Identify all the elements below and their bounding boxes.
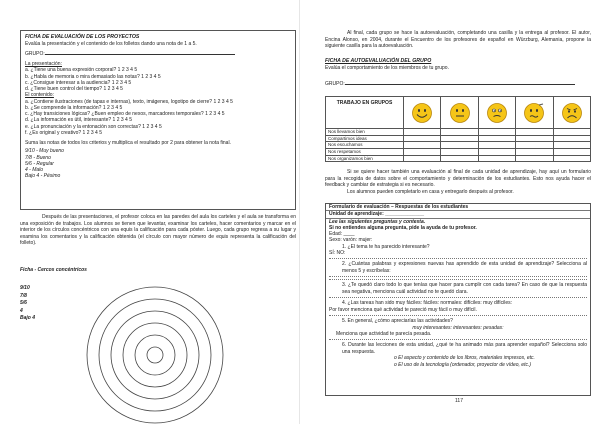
contenido-item: d. ¿La información es útil, interesante? 1 2 3 4 5	[25, 117, 133, 124]
question-6-option[interactable]: o El uso de la tecnología (ordenador, proyector de vídeo, etc.)	[394, 361, 532, 368]
grupo-line-right	[325, 81, 575, 87]
grupo-blank	[45, 51, 235, 55]
form-instruction: Si no entiendes alguna pregunta, pide la ayuda de tu profesor.	[329, 224, 477, 231]
circle-ring	[99, 299, 211, 411]
group-work-table	[325, 96, 591, 162]
score-label: 9/10	[20, 285, 30, 291]
face-header	[516, 97, 553, 129]
row-label: Nos llevamos bien	[326, 129, 404, 136]
presentacion-item: d. ¿Tiene buen control del tiempo? 1 2 3 4 5	[25, 86, 123, 92]
row-label: Nos respetamos	[326, 148, 404, 155]
rating-cell[interactable]	[478, 148, 515, 155]
table-row	[326, 155, 591, 162]
unidad-paragraph	[325, 169, 591, 195]
face-header	[553, 97, 590, 129]
circle-ring	[87, 287, 223, 423]
rating-cell[interactable]	[441, 135, 478, 142]
grade-item: 4 - Malo	[25, 167, 44, 173]
row-label: Compartimos ideas	[326, 135, 404, 142]
row-label: Nos organizamos bien	[326, 155, 404, 162]
contenido-heading: El contenido:	[25, 92, 54, 99]
presentacion-item: a. ¿Tiene una buena expresión corporal? 1 2 3 4 5	[25, 67, 138, 74]
circle-ring	[147, 347, 163, 363]
rating-cell[interactable]	[553, 129, 590, 136]
score-label: Bajo 4	[20, 315, 36, 321]
question-4[interactable]: 4. ¿Las tareas han sido muy fáciles: fáciles: normales: difíciles: muy difíciles:	[342, 300, 513, 307]
table-header: TRABAJO EN GRUPOS	[326, 97, 404, 129]
rating-cell[interactable]	[478, 155, 515, 162]
rating-cell[interactable]	[404, 135, 441, 142]
student-feedback-form	[325, 203, 591, 396]
form-title: Formulario de evaluación – Respuestas de los estudiantes	[329, 204, 469, 210]
angry-face-icon	[561, 102, 583, 124]
ficha-title: FICHA DE EVALUACIÓN DE LOS PROYECTOS	[25, 34, 140, 40]
grade-item: 9/10 - Muy bueno	[25, 148, 64, 155]
exposition-paragraph: Después de las presentaciones, el profesor coloca en las paredes del aula los carteles y el aula se transforma en una exposición de trabajos. Los alumnos se tienen que levantar, examinar los carteles, hacer comentarios y marcar en el interior de los círculos concéntricos con una equis la calificación para cada póster. Luego, cada grupo regresa a su lugar y examina los comentarios y la calificación obtenida (el círculo con mayor número de equis representa la calificación del folleto).	[20, 214, 296, 246]
rating-cell[interactable]	[553, 142, 590, 149]
circle-ring	[111, 311, 199, 399]
question-4-followup: Por favor menciona qué actividad te pareció muy fácil o muy difícil.	[329, 306, 477, 313]
grupo-label: GRUPO:	[25, 50, 45, 57]
autoevaluacion-title: FICHA DE AUTOEVALUACIÓN DEL GRUPO	[325, 58, 432, 64]
rating-cell[interactable]	[404, 142, 441, 149]
question-5-options[interactable]: muy interesantes: interesantes: pesadas:	[412, 324, 504, 331]
row-label: Nos escuchamos	[326, 142, 404, 149]
concentric-circles	[80, 280, 230, 424]
contenido-item: a. ¿Contiene ilustraciones (de tapas e internas), texto, imágenes, logotipo de cierre? 1 2 3 4 5	[25, 98, 233, 105]
confused-face-icon	[523, 102, 545, 124]
thinking-face-icon	[486, 102, 508, 124]
contenido-item: c. ¿Hay transiciones lógicas? ¿Buen empleo de nexos, marcadores temporales? 1 2 3 4 5	[25, 111, 225, 117]
grade-item: 5/6 - Regular	[25, 160, 54, 167]
rating-cell[interactable]	[441, 148, 478, 155]
question-1-options[interactable]: SÍ: NO:	[329, 250, 346, 256]
face-header	[404, 97, 441, 129]
neutral-face-icon	[449, 102, 471, 124]
grade-item: 7/8 - Bueno	[25, 154, 51, 161]
score-label: 7/8	[20, 292, 27, 299]
circle-ring	[123, 323, 187, 387]
rating-cell[interactable]	[516, 135, 553, 142]
rating-cell[interactable]	[516, 148, 553, 155]
grupo-blank	[345, 81, 575, 85]
contenido-item: e. ¿La pronunciación y la entonación son correctas? 1 2 3 4 5	[25, 123, 162, 130]
rating-cell[interactable]	[478, 142, 515, 149]
form-sexo[interactable]: Sexo: varón: mujer:	[329, 237, 373, 244]
contenido-item: b. ¿Se comprende la información? 1 2 3 4 5	[25, 104, 123, 111]
evaluation-form-box	[20, 30, 296, 210]
presentacion-item: b. ¿Habla de memoria o mira demasiado las notas? 1 2 3 4 5	[25, 73, 161, 80]
rating-cell[interactable]	[478, 135, 515, 142]
form-unidad: Unidad de aprendizaje: ______________	[329, 211, 425, 218]
rating-cell[interactable]	[553, 148, 590, 155]
question-5: 5. En general, ¿cómo apreciarías las actividades?	[342, 318, 453, 324]
autoevaluacion-subtitle: Evalúa el comportamiento de los miembros de tu grupo.	[325, 64, 449, 71]
grupo-label: GRUPO:	[325, 81, 345, 87]
question-1: 1. ¿El tema te ha parecido interesante?	[342, 243, 430, 250]
rating-cell[interactable]	[404, 148, 441, 155]
rating-cell[interactable]	[441, 129, 478, 136]
rating-cell[interactable]	[553, 155, 590, 162]
presentacion-item: c. ¿Consigue interesar a la audiencia? 1 2 3 4 5	[25, 79, 132, 86]
form-edad[interactable]: Edad: ____	[329, 231, 355, 237]
rating-cell[interactable]	[516, 129, 553, 136]
table-row	[326, 135, 591, 142]
happy-face-icon	[411, 102, 433, 124]
question-3: 3. ¿Te quedó claro todo lo que tenías que hacer para cumplir con cada tarea? En caso de que la respuesta sea negativa, menciona cuál actividad no te quedó clara.	[342, 282, 587, 295]
ficha-circulos-label: Ficha - Cercos concéntricos	[20, 267, 87, 273]
rating-cell[interactable]	[478, 129, 515, 136]
autoevaluacion-intro: Al final, cada grupo se hace la autoevaluación, completando una casilla y la entrega al profesor. El autor, Encina Alonso, en 2004, durante el Encuentro de los profesores de español en Würzburg, Alemania, propone la siguiente casilla para la autoevaluación.	[325, 30, 591, 49]
question-6: 6. Durante las lecciones de esta unidad, ¿qué te ha animado más para aprender español? Selecciona solo una respuesta.	[342, 342, 587, 355]
unidad-paragraph-text-b: Los alumnos pueden completarlo en casa y entregarlo después al profesor.	[347, 188, 514, 195]
table-row	[326, 129, 591, 136]
rating-cell[interactable]	[441, 155, 478, 162]
contenido-item: f. ¿Es original y creativo? 1 2 3 4 5	[25, 129, 102, 136]
presentacion-heading: La presentación:	[25, 61, 62, 67]
question-5-followup: Menciona que actividad te parecía pesada.	[336, 331, 432, 337]
unidad-paragraph-text: Si se quiere hacer también una evaluación al final de cada unidad de aprendizaje, hay aquí un formulario para la recogida de datos sobre el comportamiento y determinación de los estudiantes. Esto nos ayuda hacer el feedback y cambiar de estrategia si es necesario.	[325, 169, 591, 188]
score-label: 4	[20, 307, 23, 314]
score-labels	[20, 285, 35, 323]
circle-ring	[135, 335, 175, 375]
page-number: 117	[455, 398, 463, 404]
grade-item: Bajo 4 - Pésimo	[25, 173, 61, 180]
suma-text: Suma las notas de todos los criterios y multiplica el resultado por 2 para obtener la nota final.	[25, 140, 231, 146]
score-label: 5/6	[20, 300, 27, 306]
face-header	[441, 97, 478, 129]
rating-cell[interactable]	[441, 142, 478, 149]
rating-cell[interactable]	[404, 129, 441, 136]
rating-cell[interactable]	[516, 155, 553, 162]
rating-cell[interactable]	[553, 135, 590, 142]
question-6-option[interactable]: o El aspecto y contenido de los libros, materiales impresos, etc.	[394, 355, 535, 362]
form-instruction: Lee las siguientes preguntas y contesta.	[329, 218, 426, 225]
question-2: 2. ¿Cuántas palabras y expresiones nuevas has aprendido de esta unidad de aprendizaje? Selecciona al menos 5 y escríbelas:	[342, 261, 587, 274]
table-row	[326, 148, 591, 155]
ficha-intro: Evalúa la presentación y el contenido de los folletos dando una nota de 1 a 5.	[25, 40, 197, 47]
table-row	[326, 142, 591, 149]
rating-cell[interactable]	[516, 142, 553, 149]
face-header	[478, 97, 515, 129]
rating-cell[interactable]	[404, 155, 441, 162]
